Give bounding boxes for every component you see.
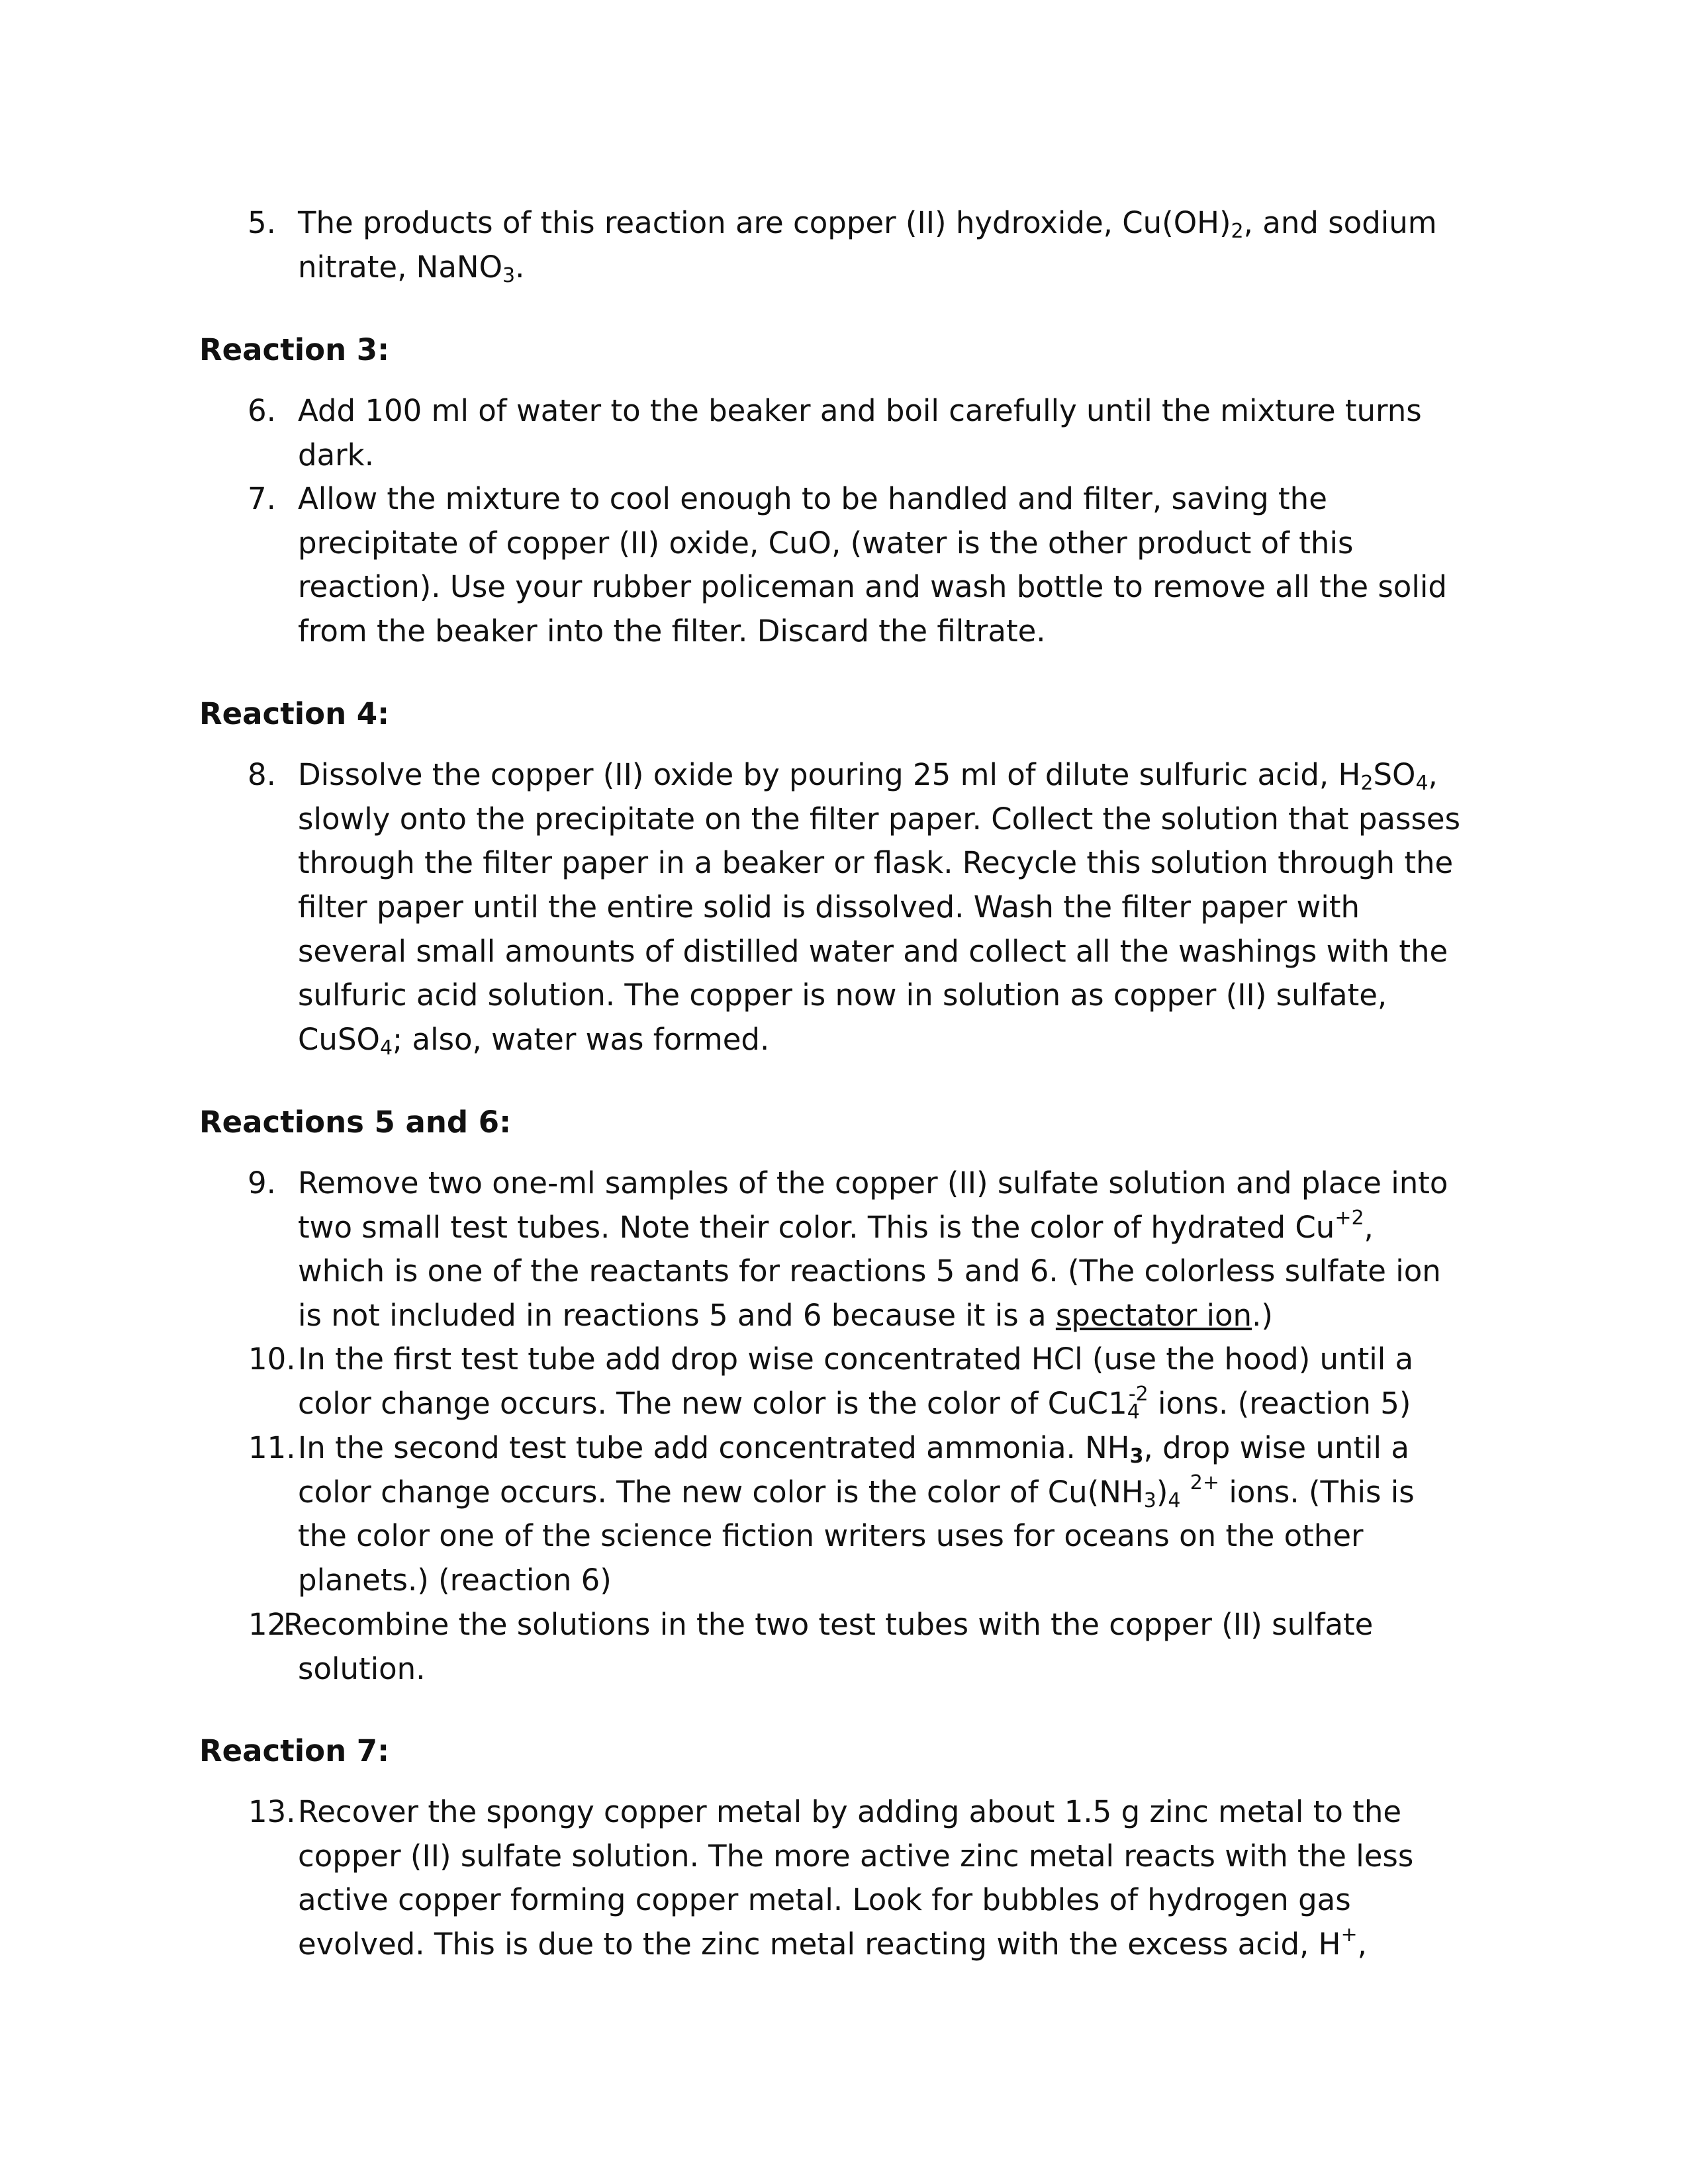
text-line: several small amounts of distilled water and collect all the washings with the bbox=[298, 934, 1448, 969]
text-line: dark. bbox=[298, 437, 375, 473]
text-line: from the beaker into the filter. Discard the filtrate. bbox=[298, 614, 1046, 649]
text-line: planets.) (reaction 6) bbox=[298, 1563, 612, 1598]
text-line: reaction). Use your rubber policeman and wash bottle to remove all the solid bbox=[298, 569, 1447, 604]
step-number: 9. bbox=[248, 1165, 276, 1201]
section-heading: Reaction 3: bbox=[199, 332, 390, 367]
text-line: evolved. This is due to the zinc metal reacting with the excess acid, H+, bbox=[298, 1923, 1367, 1962]
text-line: sulfuric acid solution. The copper is now in solution as copper (II) sulfate, bbox=[298, 978, 1387, 1013]
text-line: through the filter paper in a beaker or flask. Recycle this solution through the bbox=[298, 845, 1454, 880]
text-line: Allow the mixture to cool enough to be handled and filter, saving the bbox=[298, 481, 1327, 516]
step-number: 6. bbox=[248, 393, 276, 428]
step-number: 7. bbox=[248, 481, 276, 516]
step-number: 8. bbox=[248, 757, 276, 792]
text-line: Remove two one-ml samples of the copper (II) sulfate solution and place into bbox=[298, 1165, 1448, 1201]
text-line: is not included in reactions 5 and 6 because it is a spectator ion.) bbox=[298, 1298, 1273, 1333]
step-number: 12. bbox=[248, 1607, 296, 1642]
text-line: Add 100 ml of water to the beaker and boil carefully until the mixture turns bbox=[298, 393, 1422, 428]
text-line: Recover the spongy copper metal by adding about 1.5 g zinc metal to the bbox=[298, 1794, 1402, 1829]
text-line: The products of this reaction are copper (II) hydroxide, $Cu(OH)_2$, and sodium bbox=[298, 205, 1437, 243]
section-heading: Reactions 5 and 6: bbox=[199, 1105, 512, 1140]
text-line: copper (II) sulfate solution. The more active zinc metal reacts with the less bbox=[298, 1839, 1414, 1874]
text-line: precipitate of copper (II) oxide, CuO, (water is the other product of this bbox=[298, 525, 1354, 561]
text-line: solution. bbox=[298, 1651, 426, 1686]
step-number: 5. bbox=[248, 205, 276, 240]
text-line: two small test tubes. Note their color. This is the color of hydrated $Cu^{+2}$, bbox=[298, 1206, 1374, 1245]
text-line: CuSO$_4$; also, water was formed. bbox=[298, 1022, 770, 1060]
text-line: slowly onto the precipitate on the filter paper. Collect the solution that passes bbox=[298, 801, 1461, 837]
step-number: 11. bbox=[248, 1430, 296, 1465]
text-line: the color one of the science fiction writers uses for oceans on the other bbox=[298, 1518, 1364, 1553]
spectator-ion-term: spectator ion bbox=[1055, 1298, 1252, 1333]
text-line: filter paper until the entire solid is dissolved. Wash the filter paper with bbox=[298, 889, 1360, 925]
text-line: active copper forming copper metal. Look for bubbles of hydrogen gas bbox=[298, 1882, 1351, 1917]
step-number: 13. bbox=[248, 1794, 296, 1829]
text-line: Recombine the solutions in the two test tubes with the copper (II) sulfate bbox=[283, 1607, 1374, 1642]
text-line: In the second test tube add concentrated ammonia. $NH_3$, drop wise until a bbox=[298, 1430, 1409, 1468]
text-line: In the first test tube add drop wise concentrated HCl (use the hood) until a bbox=[298, 1342, 1414, 1377]
section-heading: Reaction 4: bbox=[199, 696, 390, 731]
step-number: 10. bbox=[248, 1342, 296, 1377]
text-line: nitrate, NaNO$_3$. bbox=[298, 250, 525, 287]
text-line: color change occurs. The new color is the color of $Cu(NH_3)_4$ $^{2+}$ ions. (This is bbox=[298, 1471, 1415, 1512]
section-heading: Reaction 7: bbox=[199, 1733, 390, 1768]
text-line: Dissolve the copper (II) oxide by pouring 25 ml of dilute sulfuric acid, $H_2SO_4$, bbox=[298, 757, 1438, 795]
text-line: which is one of the reactants for reactions 5 and 6. (The colorless sulfate ion bbox=[298, 1253, 1441, 1289]
text-line: color change occurs. The new color is the color of $CuC1_4^{-2}$ ions. (reaction 5) bbox=[298, 1383, 1411, 1424]
